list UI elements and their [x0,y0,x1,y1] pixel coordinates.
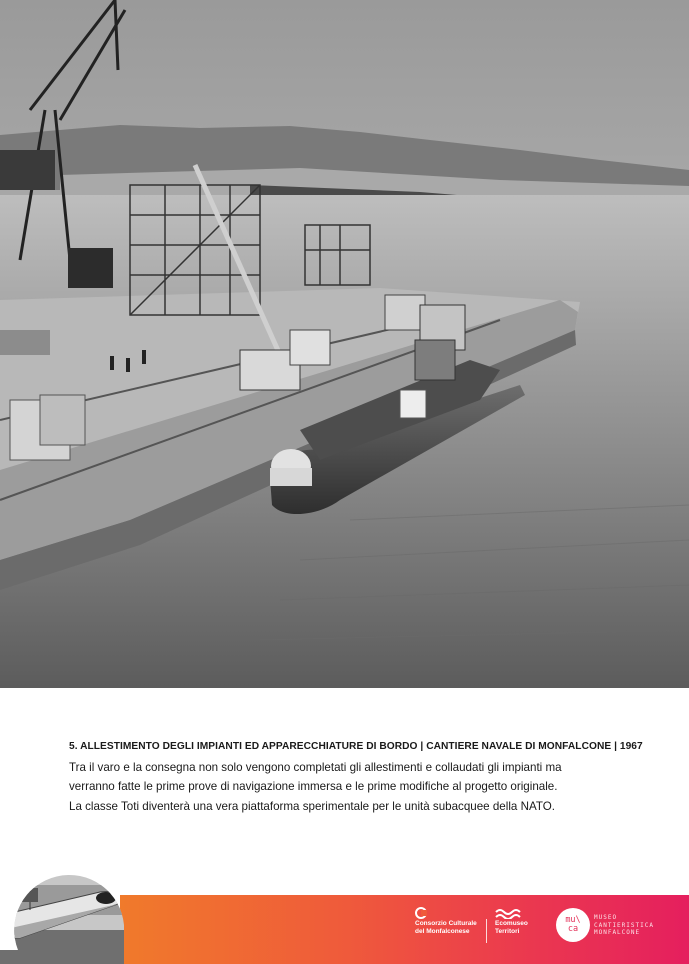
ecomuseo-line2: Territori [495,928,520,935]
logo-divider [486,919,487,943]
caption-body [69,758,629,816]
thumbnail-photo [0,830,130,964]
caption-title: 5. ALLESTIMENTO DEGLI IMPIANTI ED APPARECCHIATURE DI BORDO | CANTIERE NAVALE DI MONFALCONE | 1967 [69,741,643,752]
caption-line: La classe Toti diventerà una vera piattaforma sperimentale per le unità subacquee della NATO. [69,799,555,813]
consorzio-line2: del Monfalconese [415,928,470,935]
muca-logo-text [594,914,684,937]
crest-icon [415,907,485,920]
footer-bar [120,895,689,964]
muca-mark-line2: ca [567,924,579,934]
consorzio-line1: Consorzio Culturale [415,920,477,927]
caption-block [69,740,643,816]
caption-line: Tra il varo e la consegna non solo vengono completati gli allestimenti e collaudati gli impianti ma [69,761,562,774]
ecomuseo-line1: Ecomuseo [495,920,528,927]
caption-line: verranno fatte le prime prove di navigazione immersa e le prime modifiche al progetto originale. [69,780,558,794]
muca-line2: CANTIERISTICA [594,921,654,929]
muca-line3: MONFALCONE [594,929,641,936]
muca-line1: MUSEO [594,914,618,921]
muca-logo-mark [556,908,590,942]
consorzio-logo [415,907,485,936]
ecomuseo-logo [495,907,551,936]
waves-icon [495,907,551,920]
muca-mark-line1: mu\ [565,915,581,925]
